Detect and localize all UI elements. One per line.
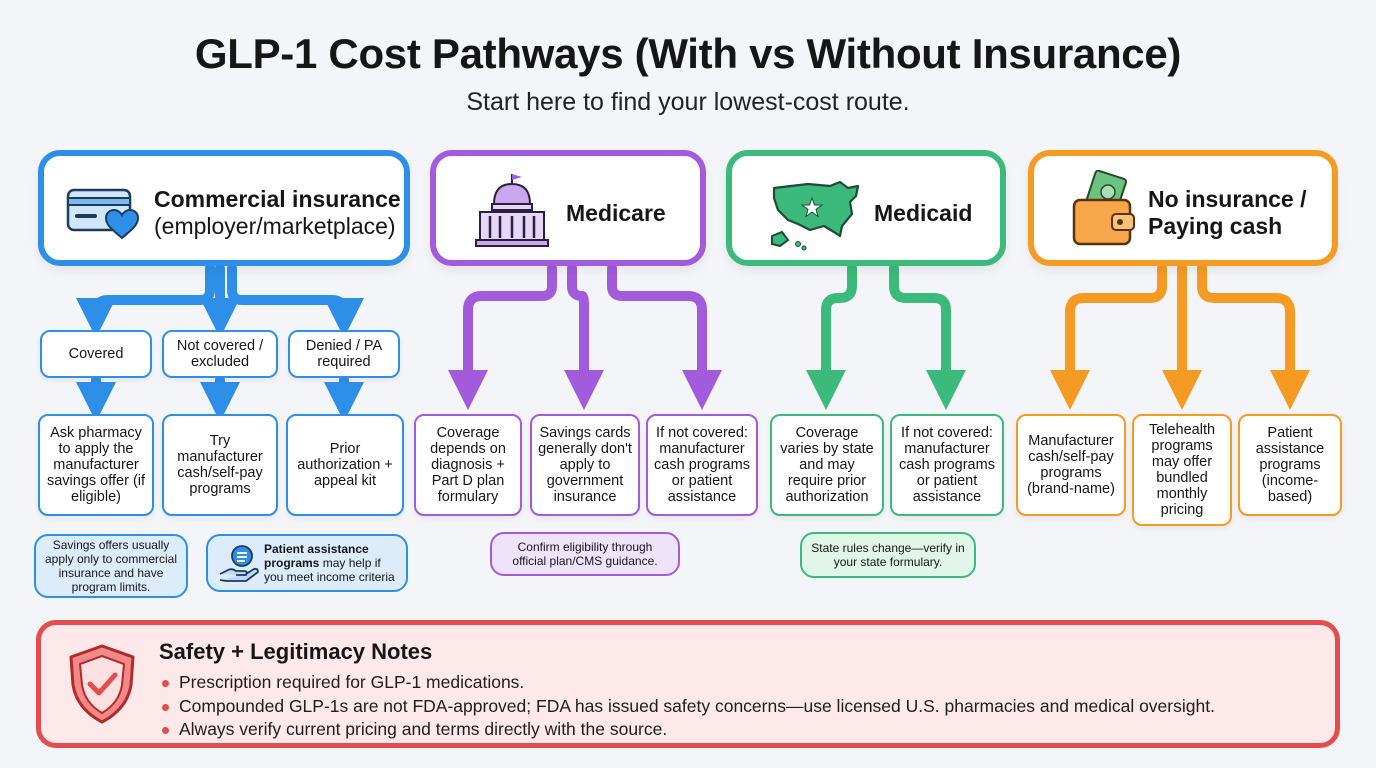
arrow-to-not-covered-medicare (612, 268, 702, 390)
commercial-covered (40, 330, 152, 378)
cash-patient-assistance-text: Patient assistance programs (income-based) (1255, 425, 1325, 505)
commercial-savings-offer-text: Ask pharmacy to apply the manufacturer savings offer (if eligible) (46, 425, 146, 505)
commercial-cash-programs (162, 414, 278, 516)
header-medicaid-title: Medicaid (874, 200, 973, 226)
medicare-savings-cards (530, 414, 640, 516)
medicare-coverage-diagnosis-text: Coverage depends on diagnosis + Part D plan formulary (430, 425, 506, 505)
page-title: GLP-1 Cost Pathways (With vs Without Insurance) (194, 30, 1182, 77)
medicaid-connectors (826, 268, 946, 390)
commercial-savings-note (34, 534, 188, 598)
cash-telehealth-text: Telehealth programs may offer bundled monthly pricing (1148, 422, 1216, 518)
header-commercial-insurance (38, 150, 410, 266)
medicare-eligibility-note-text: Confirm eligibility through official plan/CMS guidance. (512, 540, 658, 568)
commercial-not-covered-label: Not covered / excluded (176, 338, 264, 370)
assistance-note-bold: Patient assistance programs (264, 542, 369, 570)
medicaid-coverage-varies (770, 414, 884, 516)
header-cash-line1: No insurance / (1148, 186, 1307, 212)
cash-patient-assistance (1238, 414, 1342, 516)
medicare-savings-cards-text: Savings cards generally don't apply to government insurance (538, 425, 632, 505)
safety-notes-panel (36, 620, 1340, 748)
commercial-prior-auth (286, 414, 404, 516)
arrow-to-manufacturer-cash (1070, 268, 1162, 390)
arrow-to-not-covered-medicaid (894, 268, 946, 390)
header-commercial-subtitle: (employer/marketplace) (154, 213, 396, 239)
medicaid-not-covered (890, 414, 1004, 516)
safety-list (159, 671, 1215, 742)
header-no-insurance (1028, 150, 1338, 266)
arrow-to-savings-cards (572, 268, 584, 390)
cash-manufacturer-programs-text: Manufacturer cash/self-pay programs (brand-name) (1027, 433, 1115, 497)
arrow-to-patient-assistance (1202, 268, 1290, 390)
assistance-note-rest: may help if you meet income criteria (264, 556, 395, 584)
commercial-assistance-note (206, 534, 408, 592)
cash-manufacturer-programs (1016, 414, 1126, 516)
safety-item: Compounded GLP-1s are not FDA-approved; FDA has issued safety concerns—use licensed U.S. pharmacies and medical oversight. (159, 695, 1215, 719)
medicare-not-covered (646, 414, 758, 516)
shield-check-icon (67, 643, 137, 725)
medicaid-not-covered-text: If not covered: manufacturer cash programs or patient assistance (899, 425, 995, 505)
commercial-denied (288, 330, 400, 378)
commercial-covered-label: Covered (68, 346, 124, 362)
arrow-to-denied (232, 268, 344, 318)
commercial-denied-label: Denied / PA required (305, 338, 383, 370)
cash-connectors (1070, 268, 1290, 390)
commercial-savings-note-text: Savings offers usually apply only to commercial insurance and have program limits. (44, 538, 178, 594)
safety-item: Prescription required for GLP-1 medications. (159, 671, 1215, 695)
commercial-assistance-note-text (264, 542, 398, 584)
header-cash-line2: Paying cash (1148, 213, 1283, 239)
medicaid-coverage-varies-text: Coverage varies by state and may require prior authorization (780, 425, 874, 505)
commercial-not-covered (162, 330, 278, 378)
commercial-prior-auth-text: Prior authorization + appeal kit (297, 441, 393, 489)
page-subtitle: Start here to find your lowest-cost route. (466, 88, 910, 116)
medicare-connectors (468, 268, 702, 390)
header-medicaid (726, 150, 1006, 266)
wallet-cash-icon (1068, 170, 1140, 250)
safety-item: Always verify current pricing and terms directly with the source. (159, 718, 1215, 742)
medicare-coverage-diagnosis (414, 414, 522, 516)
arrow-to-coverage-diagnosis (468, 268, 552, 390)
medicare-eligibility-note (490, 532, 680, 576)
commercial-cash-programs-text: Try manufacturer cash/self-pay programs (177, 433, 263, 497)
safety-title: Safety + Legitimacy Notes (159, 639, 433, 664)
commercial-savings-offer (38, 414, 154, 516)
header-cash-text (1148, 186, 1306, 240)
arrow-to-covered (96, 268, 210, 318)
header-commercial-title: Commercial insurance (154, 186, 401, 212)
medicaid-state-note (800, 532, 976, 578)
capitol-building-icon (472, 172, 552, 250)
header-medicare-title: Medicare (566, 200, 666, 226)
arrow-to-coverage-varies (826, 268, 852, 390)
medicare-not-covered-text: If not covered: manufacturer cash programs or patient assistance (654, 425, 750, 505)
cash-telehealth (1132, 414, 1232, 526)
hand-holding-coin-icon (218, 544, 260, 584)
credit-card-heart-icon (66, 186, 142, 242)
header-commercial-text (154, 186, 401, 240)
us-map-icon (768, 174, 864, 252)
medicaid-state-note-text: State rules change—verify in your state formulary. (811, 541, 965, 569)
header-medicare (430, 150, 706, 266)
